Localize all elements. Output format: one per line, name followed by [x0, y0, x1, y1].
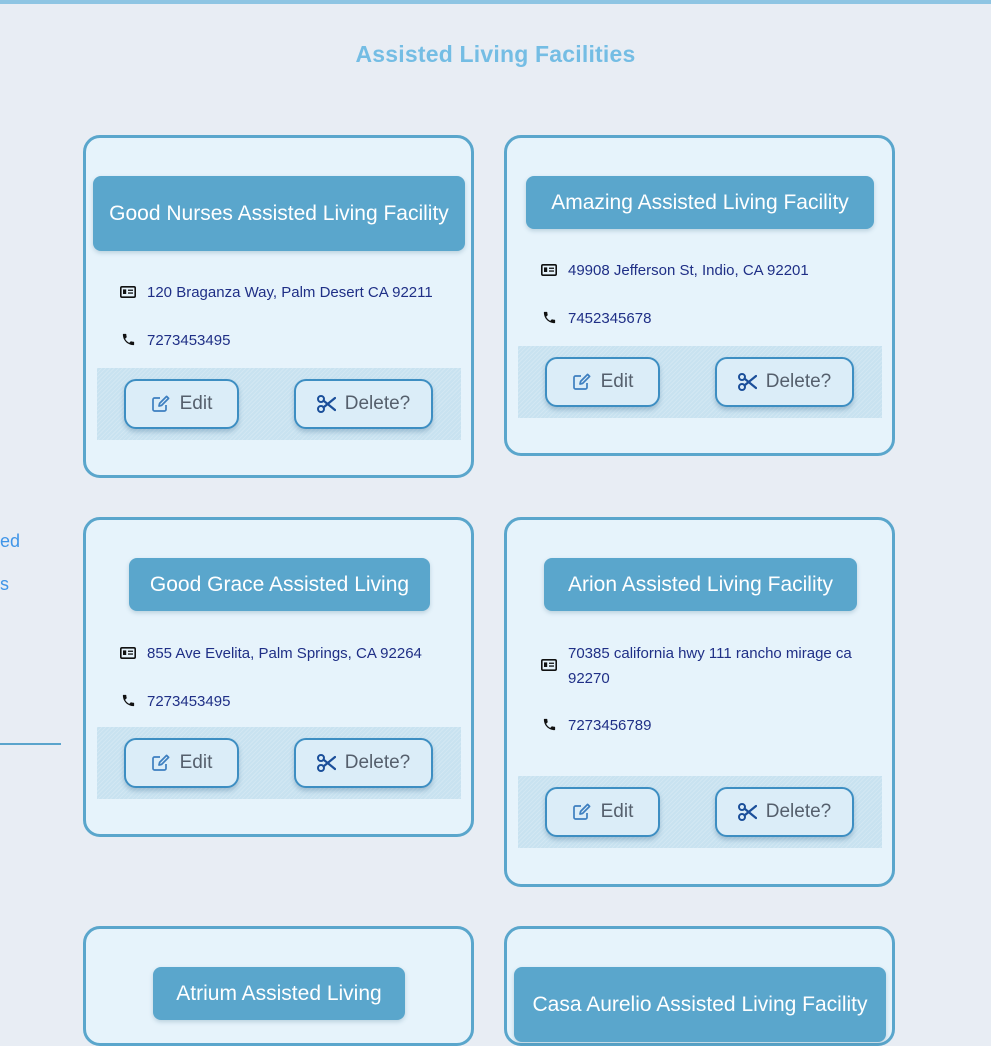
- facility-phone: 7273453495: [147, 332, 231, 349]
- edit-button[interactable]: [545, 357, 660, 407]
- delete-button-label: Delete?: [765, 371, 832, 392]
- phone-icon: [540, 310, 558, 325]
- scissors-icon: [317, 395, 336, 413]
- edit-icon: [572, 373, 592, 391]
- facility-name: Atrium Assisted Living: [153, 967, 405, 1020]
- facility-name: Good Nurses Assisted Living Facility: [93, 176, 465, 251]
- facility-name: Casa Aurelio Assisted Living Facility: [514, 967, 886, 1042]
- facility-address: 70385 california hwy 111 rancho mirage ca 92270: [568, 645, 852, 687]
- scissors-icon: [317, 754, 336, 772]
- facility-card: [83, 926, 474, 1046]
- address-card-icon: [119, 286, 137, 298]
- edit-button-label: Edit: [600, 801, 634, 822]
- phone-icon: [540, 717, 558, 732]
- facility-phone-row: [119, 328, 459, 353]
- phone-icon: [119, 332, 137, 347]
- edit-button[interactable]: [124, 379, 239, 429]
- sidebar-link-fragment[interactable]: ed: [0, 531, 21, 551]
- facility-name: Arion Assisted Living Facility: [544, 558, 857, 611]
- facility-card: [504, 517, 895, 887]
- facility-card: [504, 926, 895, 1046]
- facility-name: Good Grace Assisted Living: [129, 558, 430, 611]
- top-accent-bar: [0, 0, 991, 4]
- facility-address-row: [119, 280, 459, 305]
- facility-address-row: [119, 641, 459, 666]
- delete-button[interactable]: [294, 379, 433, 429]
- edit-button[interactable]: [124, 738, 239, 788]
- delete-button-label: Delete?: [344, 752, 411, 773]
- address-card-icon: [119, 647, 137, 659]
- scissors-icon: [738, 373, 757, 391]
- edit-icon: [151, 754, 171, 772]
- edit-button-label: Edit: [179, 393, 213, 414]
- delete-button-label: Delete?: [344, 393, 411, 414]
- card-actions: [97, 368, 461, 440]
- facility-address: 855 Ave Evelita, Palm Springs, CA 92264: [147, 645, 422, 662]
- sidebar-divider: [0, 743, 61, 745]
- phone-icon: [119, 693, 137, 708]
- facility-name: Amazing Assisted Living Facility: [526, 176, 874, 229]
- delete-button[interactable]: [715, 787, 854, 837]
- delete-button[interactable]: [715, 357, 854, 407]
- address-card-icon: [540, 659, 558, 671]
- facility-card: [83, 517, 474, 837]
- card-actions: [518, 776, 882, 848]
- scissors-icon: [738, 803, 757, 821]
- facility-phone: 7452345678: [568, 310, 652, 327]
- facility-phone-row: [119, 689, 459, 714]
- facility-card: [504, 135, 895, 456]
- card-actions: [518, 346, 882, 418]
- facility-address: 120 Braganza Way, Palm Desert CA 92211: [147, 284, 433, 301]
- facility-card: [83, 135, 474, 478]
- facility-phone: 7273456789: [568, 717, 652, 734]
- facility-address: 49908 Jefferson St, Indio, CA 92201: [568, 262, 809, 279]
- edit-icon: [151, 395, 171, 413]
- card-actions: [97, 727, 461, 799]
- delete-button-label: Delete?: [765, 801, 832, 822]
- edit-button-label: Edit: [600, 371, 634, 392]
- edit-icon: [572, 803, 592, 821]
- facility-address-row: [540, 258, 880, 283]
- facility-phone: 7273453495: [147, 693, 231, 710]
- address-card-icon: [540, 264, 558, 276]
- edit-button[interactable]: [545, 787, 660, 837]
- delete-button[interactable]: [294, 738, 433, 788]
- facility-phone-row: [540, 306, 880, 331]
- edit-button-label: Edit: [179, 752, 213, 773]
- facility-phone-row: [540, 713, 880, 738]
- page-title: Assisted Living Facilities: [355, 41, 636, 67]
- facility-address-row: [540, 641, 860, 691]
- sidebar-link-fragment[interactable]: s: [0, 574, 9, 594]
